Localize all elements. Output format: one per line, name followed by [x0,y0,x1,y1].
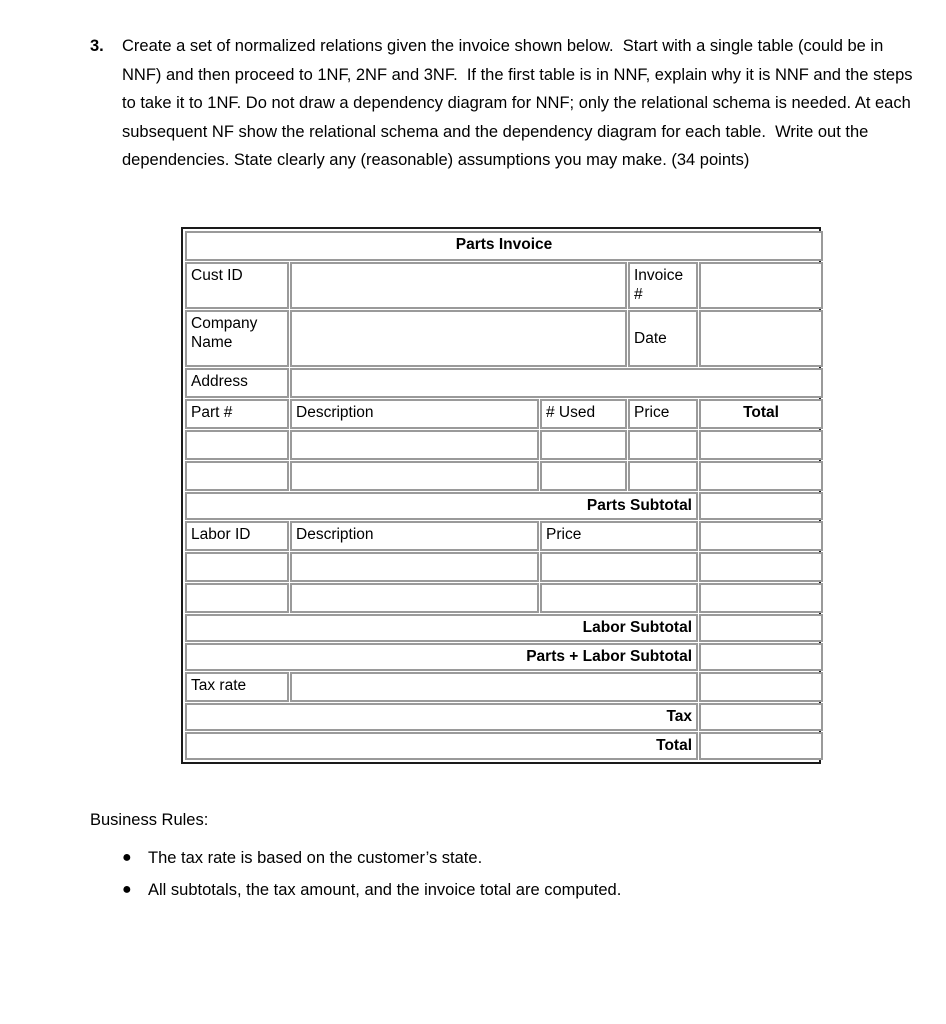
labor-cell-labor-id[interactable] [185,552,289,582]
cust-id-row [185,262,823,309]
labor-data-row [185,583,823,613]
tax-label: Tax [185,703,698,731]
labor-header-spacer [699,521,823,551]
company-name-row [185,310,823,367]
parts-cell-price[interactable] [628,430,698,460]
parts-cell-price[interactable] [628,461,698,491]
total-value[interactable] [699,732,823,760]
tax-rate-row [185,672,823,702]
parts-cell-total[interactable] [699,430,823,460]
question-text: Create a set of normalized relations given the invoice shown below. Start with a single table (could be in NNF) and then proceed to 1NF, 2NF and 3NF. If the first table is in NNF, explain why it is NNF and the steps to take it to 1NF. Do not draw a dependency diagram for NNF; only the relational schema is needed. At each subsequent NF show the relational schema and the dependency diagram for each table. Write out the dependencies. State clearly any (reasonable) assumptions you may make. (34 points) [122,37,918,169]
company-name-value-field[interactable] [290,310,627,367]
parts-plus-labor-subtotal-value[interactable] [699,643,823,671]
invoice-number-value-field[interactable] [699,262,823,309]
bullet-icon: ● [122,881,132,898]
parts-header-price: Price [628,399,698,429]
business-rules-section [90,806,850,906]
tax-rate-label: Tax rate [185,672,289,702]
labor-subtotal-value[interactable] [699,614,823,642]
parts-cell-num-used[interactable] [540,430,627,460]
tax-rate-field[interactable] [290,672,698,702]
labor-cell-description[interactable] [290,552,539,582]
labor-header-row [185,521,823,551]
bullet-icon: ● [122,849,132,866]
parts-subtotal-value[interactable] [699,492,823,520]
invoice-title: Parts Invoice [185,231,823,261]
date-value-field[interactable] [699,310,823,367]
labor-cell-price[interactable] [540,583,698,613]
address-row [185,368,823,398]
total-label: Total [185,732,698,760]
parts-invoice-table [181,227,821,764]
company-name-label: Company Name [185,310,289,367]
parts-cell-num-used[interactable] [540,461,627,491]
parts-cell-description[interactable] [290,461,539,491]
invoice-title-row [185,231,823,261]
date-label: Date [628,310,698,367]
parts-cell-total[interactable] [699,461,823,491]
business-rules-title: Business Rules: [90,811,209,829]
labor-cell-price[interactable] [540,552,698,582]
labor-subtotal-label: Labor Subtotal [185,614,698,642]
parts-data-row [185,430,823,460]
tax-rate-value[interactable] [699,672,823,702]
labor-subtotal-row [185,614,823,642]
labor-header-price: Price [540,521,698,551]
cust-id-label: Cust ID [185,262,289,309]
parts-header-num-used: # Used [540,399,627,429]
question-number: 3. [90,37,104,55]
question-block [90,32,918,175]
business-rule-text: All subtotals, the tax amount, and the invoice total are computed. [148,881,622,899]
labor-cell-labor-id[interactable] [185,583,289,613]
business-rules-list [90,842,850,906]
parts-plus-labor-subtotal-row [185,643,823,671]
labor-cell-description[interactable] [290,583,539,613]
address-label: Address [185,368,289,398]
parts-header-part-number: Part # [185,399,289,429]
tax-row [185,703,823,731]
cust-id-value-field[interactable] [290,262,627,309]
parts-data-row [185,461,823,491]
list-item [122,874,850,906]
parts-cell-part-number[interactable] [185,461,289,491]
tax-value[interactable] [699,703,823,731]
parts-header-row [185,399,823,429]
labor-header-description: Description [290,521,539,551]
labor-cell-amount[interactable] [699,583,823,613]
parts-header-total: Total [699,399,823,429]
labor-header-labor-id: Labor ID [185,521,289,551]
parts-cell-description[interactable] [290,430,539,460]
business-rule-text: The tax rate is based on the customer’s state. [148,849,483,867]
labor-data-row [185,552,823,582]
address-value-field[interactable] [290,368,823,398]
parts-plus-labor-subtotal-label: Parts + Labor Subtotal [185,643,698,671]
total-row [185,732,823,760]
labor-cell-amount[interactable] [699,552,823,582]
parts-header-description: Description [290,399,539,429]
parts-cell-part-number[interactable] [185,430,289,460]
parts-subtotal-row [185,492,823,520]
parts-subtotal-label: Parts Subtotal [185,492,698,520]
list-item [122,842,850,874]
invoice-number-label: Invoice # [628,262,698,309]
